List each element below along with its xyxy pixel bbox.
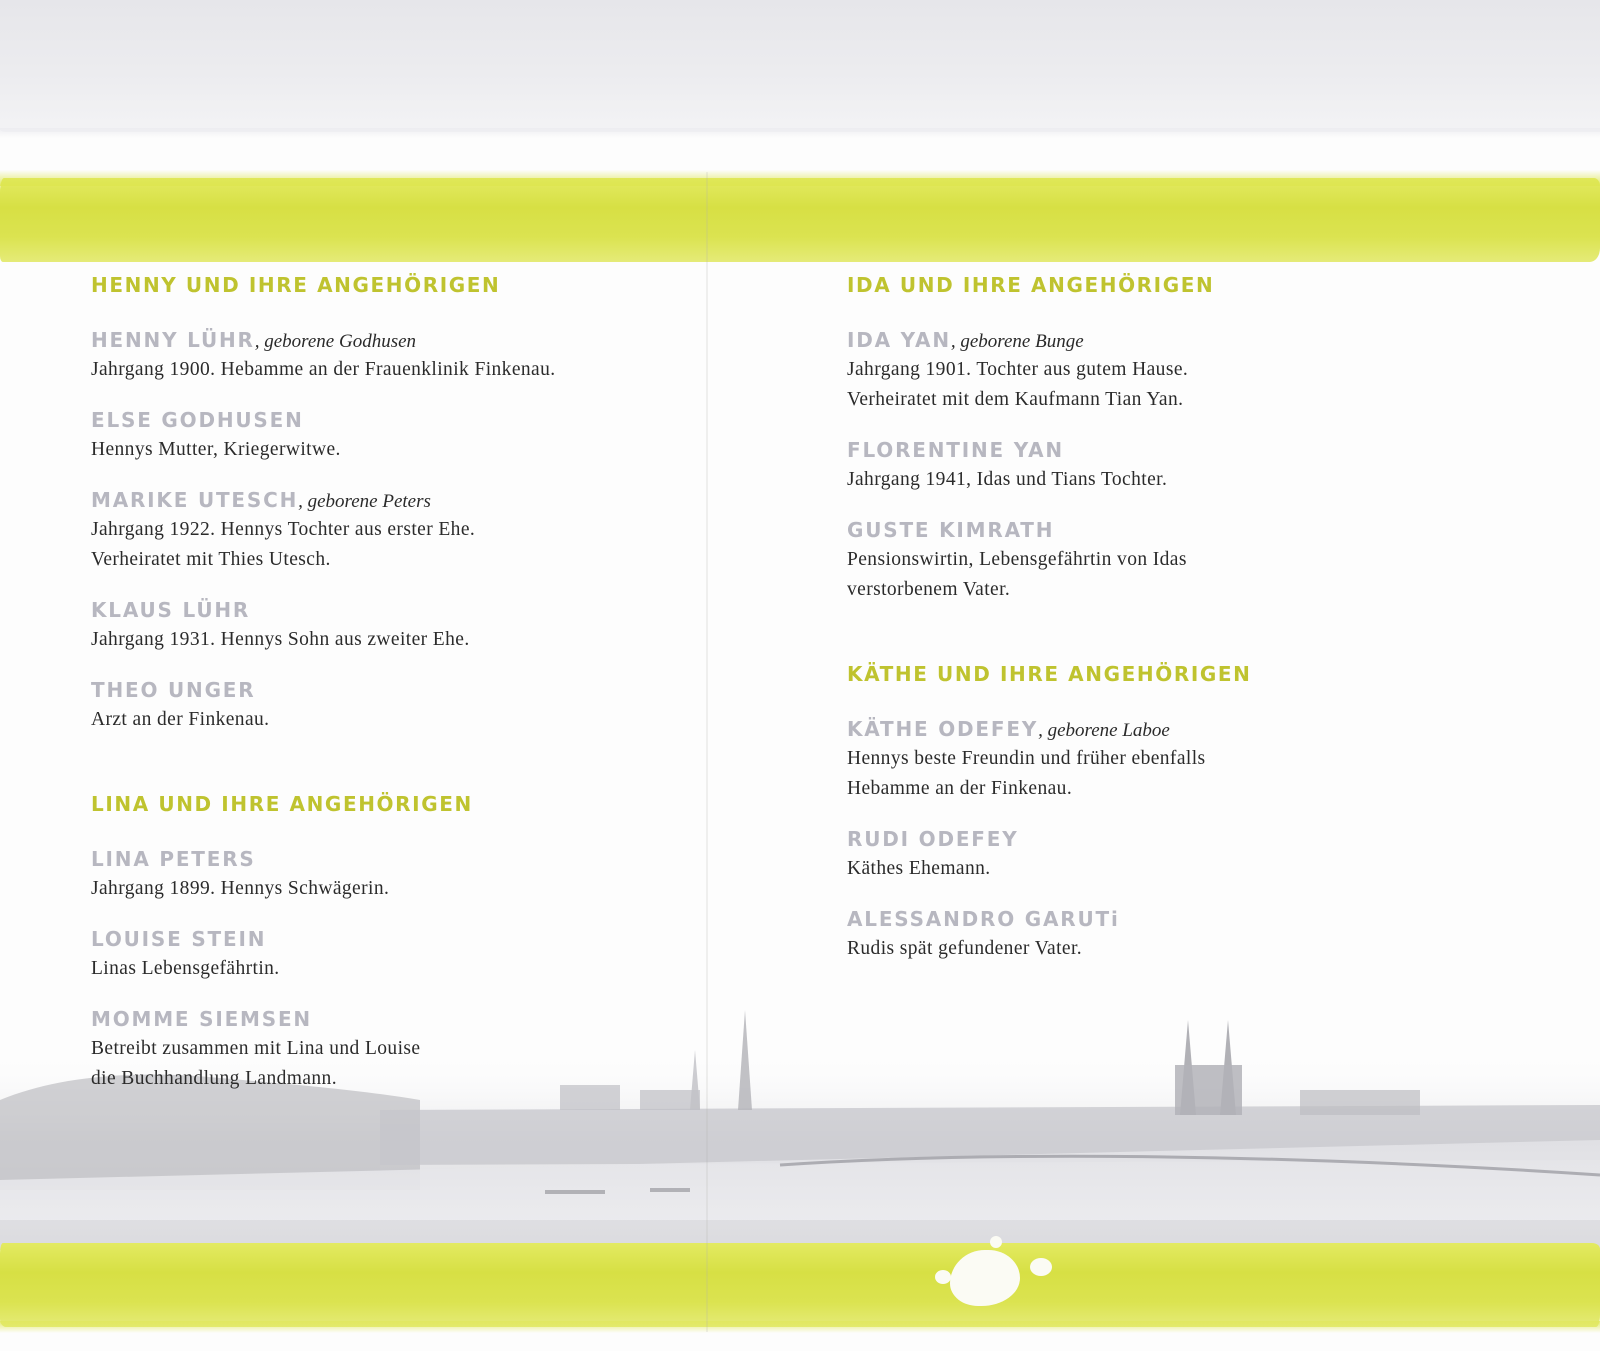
person-name: KÄTHE ODEFEY [847, 717, 1039, 741]
person-entry [847, 824, 1447, 884]
birth-name: geborene Godhusen [264, 331, 417, 352]
person-name: MARIKE UTESCH [91, 488, 299, 512]
person-description: Arzt an der Finkenau. [91, 709, 270, 730]
person-name: RUDI ODEFEY [847, 827, 1019, 851]
person-description: verstorbenem Vater. [847, 579, 1011, 600]
person-name: LINA PETERS [91, 847, 256, 871]
person-description: Hennys Mutter, Kriegerwitwe. [91, 439, 341, 460]
birth-name: geborene Peters [307, 491, 431, 512]
left-column [91, 272, 691, 1094]
person-entry [847, 515, 1447, 605]
person-name: FLORENTINE YAN [847, 438, 1064, 462]
person-name: KLAUS LÜHR [91, 598, 251, 622]
page-spine [706, 172, 708, 1332]
person-description: Hennys beste Freundin und früher ebenfalls [847, 748, 1206, 769]
section-henny [91, 272, 691, 735]
birth-name: geborene Laboe [1047, 720, 1170, 741]
person-entry [91, 595, 691, 655]
right-column [847, 272, 1447, 964]
bottom-yellow-band [0, 1243, 1600, 1327]
person-description: Verheiratet mit Thies Utesch. [91, 549, 331, 570]
person-entry [91, 325, 691, 385]
person-description: Käthes Ehemann. [847, 858, 991, 879]
person-name: LOUISE STEIN [91, 927, 267, 951]
person-entry [847, 435, 1447, 495]
person-description: Jahrgang 1901. Tochter aus gutem Hause. [847, 359, 1189, 380]
person-description: Hebamme an der Finkenau. [847, 778, 1073, 799]
person-name: IDA YAN [847, 328, 951, 352]
person-description: Verheiratet mit dem Kaufmann Tian Yan. [847, 389, 1184, 410]
section-ida [847, 272, 1447, 605]
name-separator: , [1038, 720, 1048, 741]
person-entry [91, 485, 691, 575]
section-heading: HENNY UND IHRE ANGEHÖRIGEN [91, 273, 501, 297]
person-entry [847, 714, 1447, 804]
person-name: GUSTE KIMRATH [847, 518, 1055, 542]
person-name: THEO UNGER [91, 678, 256, 702]
paint-splash-drop [1030, 1258, 1052, 1276]
person-entry [91, 844, 691, 904]
section-heading: LINA UND IHRE ANGEHÖRIGEN [91, 792, 473, 816]
person-name: HENNY LÜHR [91, 328, 255, 352]
section-lina [91, 791, 691, 1094]
person-entry [91, 924, 691, 984]
person-description: Linas Lebensgefährtin. [91, 958, 280, 979]
person-entry [847, 904, 1447, 964]
name-separator: , [254, 331, 265, 352]
name-separator: , [950, 331, 961, 352]
person-description: Jahrgang 1899. Hennys Schwägerin. [91, 878, 390, 899]
person-name: ALESSANDRO GARUTi [847, 907, 1120, 931]
person-entry [847, 325, 1447, 415]
person-name: ELSE GODHUSEN [91, 408, 304, 432]
top-yellow-band [0, 178, 1600, 262]
paint-splash-drop [990, 1236, 1002, 1248]
person-description: Jahrgang 1941, Idas und Tians Tochter. [847, 469, 1168, 490]
name-separator: , [298, 491, 308, 512]
person-entry [91, 675, 691, 735]
birth-name: geborene Bunge [960, 331, 1084, 352]
top-grey-wash [0, 0, 1600, 132]
person-description: Jahrgang 1931. Hennys Sohn aus zweiter Ehe. [91, 629, 470, 650]
person-description: Jahrgang 1922. Hennys Tochter aus erster Ehe. [91, 519, 476, 540]
person-description: die Buchhandlung Landmann. [91, 1068, 337, 1089]
person-name: MOMME SIEMSEN [91, 1007, 312, 1031]
person-description: Rudis spät gefundener Vater. [847, 938, 1083, 959]
person-description: Betreibt zusammen mit Lina und Louise [91, 1038, 421, 1059]
section-kaethe [847, 661, 1447, 964]
section-heading: KÄTHE UND IHRE ANGEHÖRIGEN [847, 662, 1252, 686]
person-description: Pensionswirtin, Lebensgefährtin von Idas [847, 549, 1187, 570]
paint-splash-drop [935, 1270, 951, 1284]
section-heading: IDA UND IHRE ANGEHÖRIGEN [847, 273, 1215, 297]
person-entry [91, 1004, 691, 1094]
person-description: Jahrgang 1900. Hebamme an der Frauenklinik Finkenau. [91, 359, 556, 380]
person-entry [91, 405, 691, 465]
